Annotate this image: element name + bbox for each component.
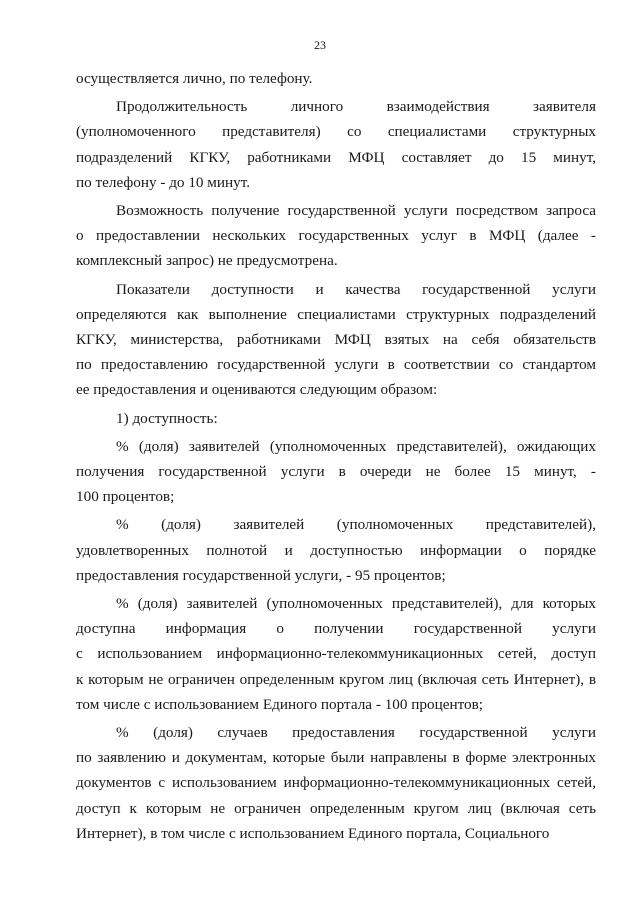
text-line: 1) доступность: [116,409,218,427]
paragraph [76,66,596,91]
text-line: по заявлению и документам, которые были направлены в форме электронных [76,749,596,767]
paragraph [76,277,596,403]
text-line: к которым не ограничен определенным кругом лиц (включая сеть Интернет), в [76,670,596,688]
text-line: КГКУ, министерства, работниками МФЦ взятых на себя обязательств [76,331,596,349]
text-line: Показатели доступности и качества государственной услуги [116,280,596,298]
text-line: Интернет), в том числе с использованием Единого портала, Социального [76,824,550,842]
paragraph [76,94,596,195]
document-body [76,66,596,849]
text-line: комплексный запрос) не предусмотрена. [76,252,338,270]
text-line: документов с использованием информационно-телекоммуникационных сетей, [76,774,596,792]
text-line: Возможность получение государственной услуги посредством запроса [116,202,596,220]
paragraph [76,198,596,274]
text-line: доступна информация о получении государственной услуги [76,620,596,638]
text-line: предоставления государственной услуги, - 95 процентов; [76,566,446,584]
text-line: % (доля) заявителей (уполномоченных представителей), для которых [116,595,596,613]
text-line: том числе с использованием Единого портала - 100 процентов; [76,695,484,713]
text-line: о предоставлении нескольких государственных услуг в МФЦ (далее - [76,227,596,245]
text-line: получения государственной услуги в очереди не более 15 минут, - [76,463,596,481]
text-line: (уполномоченного представителя) со специалистами структурных [76,123,596,141]
paragraph-gap [76,846,596,849]
paragraph [76,434,596,510]
paragraph [76,591,596,717]
text-line: осуществляется лично, по телефону. [76,70,313,87]
text-line: % (доля) случаев предоставления государственной услуги [116,724,596,742]
text-line: по предоставлению государственной услуги в соответствии со стандартом [76,356,596,374]
text-line: с использованием информационно-телекоммуникационных сетей, доступ [76,645,596,663]
page-number: 23 [314,38,326,52]
text-line: подразделений КГКУ, работниками МФЦ составляет до 15 минут, [76,148,596,166]
text-line: удовлетворенных полнотой и доступностью информации о порядке [76,541,596,559]
paragraph [76,406,596,431]
text-line: ее предоставления и оцениваются следующим образом: [76,381,438,399]
text-line: Продолжительность личного взаимодействия заявителя [116,98,596,116]
text-line: 100 процентов; [76,488,175,506]
text-line: % (доля) заявителей (уполномоченных представителей), ожидающих [116,437,596,455]
paragraph [76,720,596,846]
text-line: определяются как выполнение специалистами структурных подразделений [76,305,596,323]
paragraph [76,512,596,588]
text-line: % (доля) заявителей (уполномоченных представителей), [116,516,596,534]
text-line: по телефону - до 10 минут. [76,173,251,191]
text-line: доступ к которым не ограничен определенным кругом лиц (включая сеть [76,799,596,817]
